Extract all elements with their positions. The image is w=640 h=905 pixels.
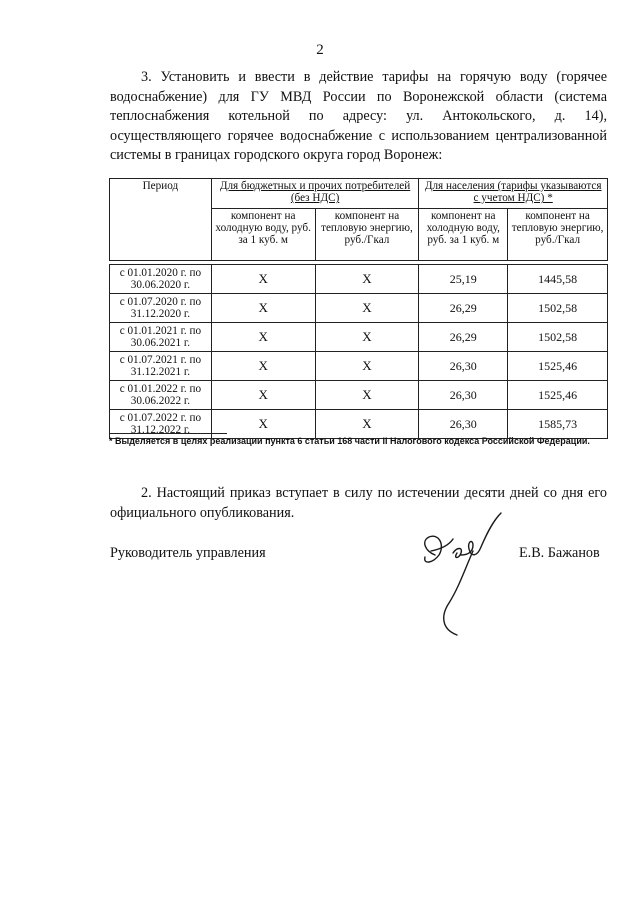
cell-period: с 01.01.2022 г. по 30.06.2022 г. (110, 381, 212, 410)
cell-population-heat: 1585,73 (508, 410, 608, 439)
cell-budget-cold: X (211, 410, 315, 439)
tariff-table (109, 178, 608, 439)
cell-budget-cold: X (211, 323, 315, 352)
cell-population-cold: 26,30 (419, 410, 508, 439)
cell-population-cold: 26,30 (419, 381, 508, 410)
cell-period: с 01.07.2020 г. по 31.12.2020 г. (110, 294, 212, 323)
cell-population-heat: 1525,46 (508, 352, 608, 381)
header-budget-group: Для бюджетных и прочих потребителей (без НДС) (211, 179, 419, 209)
cell-budget-heat: X (315, 265, 419, 294)
paragraph-2-line: официального опубликования. (110, 504, 295, 521)
cell-period: с 01.01.2020 г. по 30.06.2020 г. (110, 265, 212, 294)
cell-population-heat: 1525,46 (508, 381, 608, 410)
cell-population-cold: 26,30 (419, 352, 508, 381)
cell-population-heat: 1445,58 (508, 265, 608, 294)
paragraph-3-line: теплоснабжения котельной по адресу: ул. Антокольского, д. 14), (110, 108, 607, 125)
header-budget-heat-energy: компонент на тепловую энергию, руб./Гкал (315, 209, 419, 261)
cell-budget-heat: X (315, 381, 419, 410)
cell-budget-heat: X (315, 410, 419, 439)
header-population-heat-energy: компонент на тепловую энергию, руб./Гкал (508, 209, 608, 261)
header-period: Период (110, 179, 212, 261)
cell-period: с 01.01.2021 г. по 30.06.2021 г. (110, 323, 212, 352)
table-row (110, 294, 608, 323)
signatory-name: Е.В. Бажанов (519, 545, 600, 561)
table-row (110, 381, 608, 410)
paragraph-2 (110, 484, 607, 523)
cell-budget-heat: X (315, 294, 419, 323)
paragraph-3-line: 3. Установить и ввести в действие тарифы на горячую воду (горячее (141, 69, 607, 85)
header-population-cold-water: компонент на холодную воду, руб. за 1 куб. м (419, 209, 508, 261)
handwritten-signature (413, 511, 513, 639)
cell-budget-cold: X (211, 265, 315, 294)
table-row (110, 265, 608, 294)
footnote: * Выделяется в целях реализации пункта 6 статьи 168 части II Налогового кодекса Российской Федерации. (109, 436, 590, 446)
cell-population-heat: 1502,58 (508, 323, 608, 352)
table-row (110, 410, 608, 439)
cell-budget-heat: X (315, 323, 419, 352)
header-budget-cold-water: компонент на холодную воду, руб. за 1 куб. м (211, 209, 315, 261)
cell-budget-heat: X (315, 352, 419, 381)
page-number: 2 (316, 42, 324, 58)
position-title: Руководитель управления (110, 545, 266, 561)
cell-budget-cold: X (211, 381, 315, 410)
cell-budget-cold: X (211, 294, 315, 323)
cell-budget-cold: X (211, 352, 315, 381)
cell-population-heat: 1502,58 (508, 294, 608, 323)
cell-population-cold: 26,29 (419, 294, 508, 323)
cell-period: с 01.07.2021 г. по 31.12.2021 г. (110, 352, 212, 381)
paragraph-2-line: 2. Настоящий приказ вступает в силу по истечении десяти дней со дня его (141, 485, 607, 501)
cell-period: с 01.07.2022 г. по 31.12.2022 г. (110, 410, 212, 439)
paragraph-3-line: водоснабжение) для ГУ МВД России по Воронежской области (система (110, 88, 607, 105)
table-row (110, 323, 608, 352)
footnote-rule (109, 433, 227, 434)
header-population-group: Для населения (тарифы указываются с учетом НДС) * (419, 179, 608, 209)
cell-population-cold: 25,19 (419, 265, 508, 294)
paragraph-3-line: системы в границах городского округа город Воронеж: (110, 147, 443, 164)
paragraph-3 (110, 68, 607, 166)
cell-population-cold: 26,29 (419, 323, 508, 352)
table-row (110, 352, 608, 381)
paragraph-3-line: осуществляющего горячее водоснабжение с использованием централизованной (110, 127, 607, 144)
